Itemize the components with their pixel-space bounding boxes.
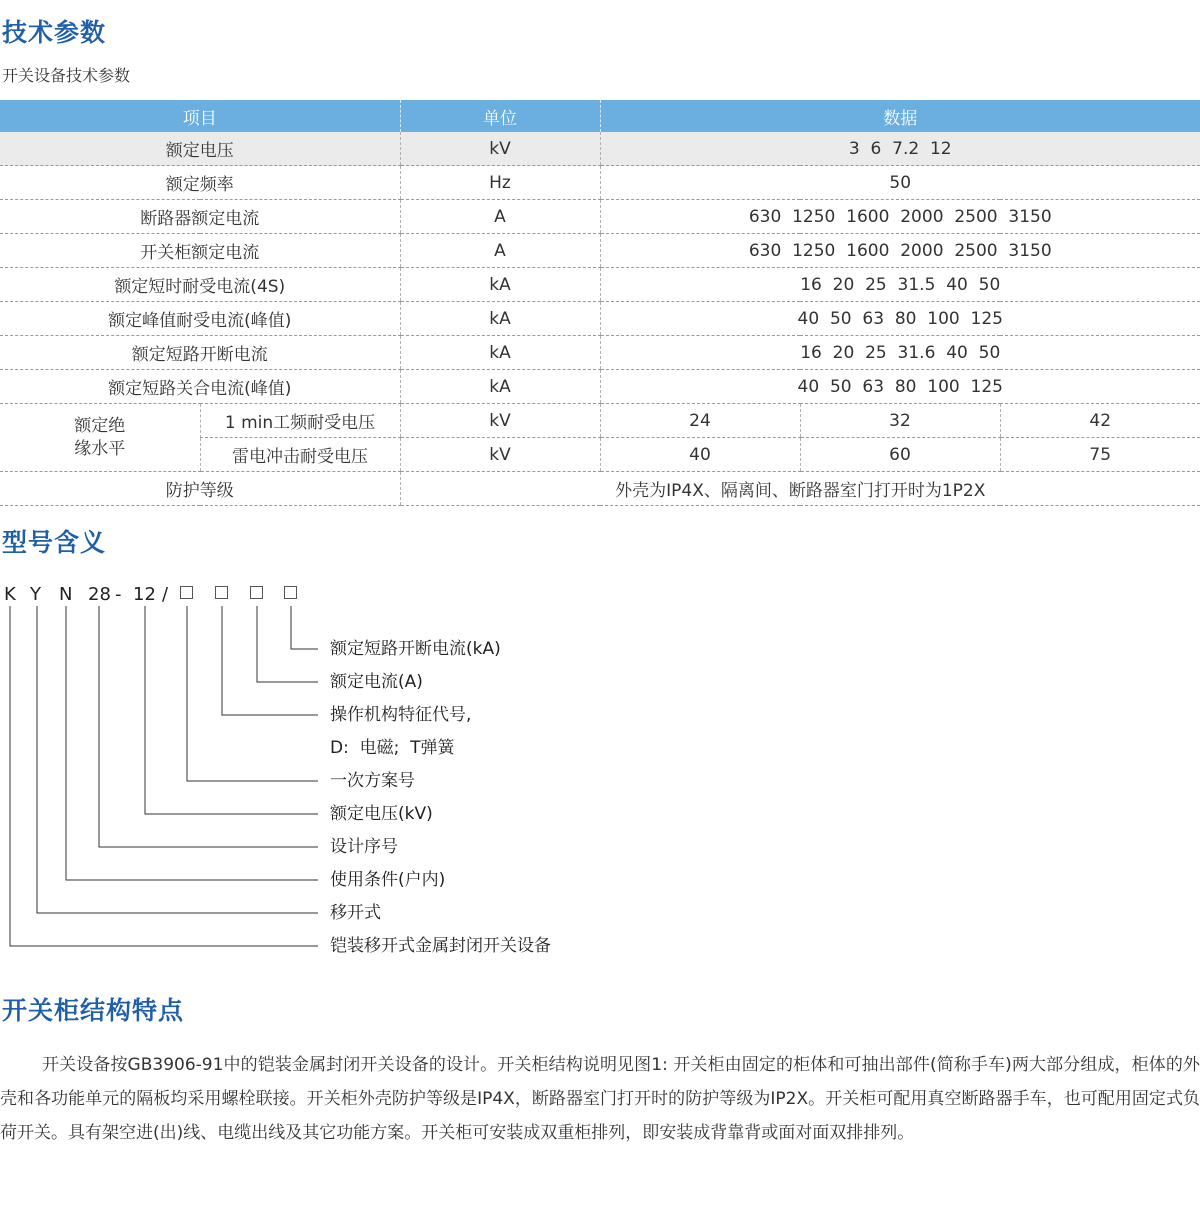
row-item: 额定频率 bbox=[0, 166, 400, 200]
model-char-n: N bbox=[59, 584, 73, 605]
model-char-dash: - bbox=[115, 584, 122, 605]
row-value: 40 bbox=[600, 438, 800, 472]
heading-structure: 开关柜结构特点 bbox=[2, 996, 185, 1025]
table-row bbox=[0, 268, 1200, 302]
header-unit: 单位 bbox=[400, 100, 600, 132]
spec-table bbox=[0, 100, 1200, 506]
heading-tech-params: 技术参数 bbox=[2, 18, 107, 47]
row-data: 40 50 63 80 100 125 bbox=[600, 302, 1200, 336]
row-item: 额定短时耐受电流(4S) bbox=[0, 268, 400, 302]
row-item: 断路器额定电流 bbox=[0, 200, 400, 234]
table-row bbox=[0, 336, 1200, 370]
model-line-mechanism bbox=[222, 606, 318, 715]
model-label-scheme: 一次方案号 bbox=[330, 771, 415, 791]
subtitle: 开关设备技术参数 bbox=[2, 66, 131, 85]
table-header-row bbox=[0, 100, 1200, 132]
row-unit: kA bbox=[400, 268, 600, 302]
model-line-scheme bbox=[187, 606, 318, 781]
model-label-breaking: 额定短路开断电流(kA) bbox=[330, 639, 501, 659]
model-line-y bbox=[37, 606, 318, 913]
table-row bbox=[0, 132, 1200, 166]
row-data: 外壳为IP4X、隔离间、断路器室门打开时为1P2X bbox=[400, 472, 1200, 506]
row-item: 额定电压 bbox=[0, 132, 400, 166]
row-item: 雷电冲击耐受电压 bbox=[200, 438, 400, 472]
row-item: 额定短路关合电流(峰值) bbox=[0, 370, 400, 404]
row-unit: kV bbox=[400, 132, 600, 166]
header-item: 项目 bbox=[0, 100, 400, 132]
table-row-protection bbox=[0, 472, 1200, 506]
insulation-group-line1: 额定绝 bbox=[74, 415, 126, 436]
row-unit: A bbox=[400, 200, 600, 234]
model-char-28: 28 bbox=[88, 584, 111, 605]
table-row bbox=[0, 166, 1200, 200]
row-data: 16 20 25 31.6 40 50 bbox=[600, 336, 1200, 370]
model-label-current: 额定电流(A) bbox=[330, 672, 423, 692]
row-value: 75 bbox=[1000, 438, 1200, 472]
insulation-group-line2: 缘水平 bbox=[74, 438, 126, 459]
model-label-withdrawable: 移开式 bbox=[330, 903, 381, 923]
model-label-mechanism: 操作机构特征代号, bbox=[330, 705, 472, 725]
model-box-breaking bbox=[284, 586, 297, 599]
model-label-voltage: 额定电压(kV) bbox=[330, 804, 433, 824]
row-data: 40 50 63 80 100 125 bbox=[600, 370, 1200, 404]
row-item: 额定短路开断电流 bbox=[0, 336, 400, 370]
row-data: 16 20 25 31.5 40 50 bbox=[600, 268, 1200, 302]
row-value: 32 bbox=[800, 404, 1000, 438]
model-box-scheme bbox=[180, 586, 193, 599]
row-data: 3 6 7.2 12 bbox=[600, 132, 1200, 166]
table-row bbox=[0, 302, 1200, 336]
row-unit: A bbox=[400, 234, 600, 268]
row-value: 42 bbox=[1000, 404, 1200, 438]
row-unit: kV bbox=[400, 438, 600, 472]
row-item: 额定峰值耐受电流(峰值) bbox=[0, 302, 400, 336]
row-data: 630 1250 1600 2000 2500 3150 bbox=[600, 234, 1200, 268]
model-line-breaking bbox=[291, 606, 318, 649]
model-line-n bbox=[66, 606, 318, 880]
row-item: 1 min工频耐受电压 bbox=[200, 404, 400, 438]
model-char-12: 12 bbox=[133, 584, 156, 605]
model-diagram bbox=[0, 578, 620, 958]
row-unit: Hz bbox=[400, 166, 600, 200]
row-unit: kA bbox=[400, 370, 600, 404]
model-char-y: Y bbox=[30, 584, 41, 605]
model-line-voltage bbox=[145, 606, 318, 814]
model-lines bbox=[0, 578, 620, 958]
model-label-mechanism-codes: D: 电磁; T弹簧 bbox=[330, 738, 455, 758]
model-label-armored: 铠装移开式金属封闭开关设备 bbox=[330, 936, 551, 956]
table-row-insulation bbox=[0, 404, 1200, 438]
heading-model-meaning: 型号含义 bbox=[2, 528, 107, 557]
model-char-k: K bbox=[4, 584, 16, 605]
row-item: 开关柜额定电流 bbox=[0, 234, 400, 268]
model-box-mechanism bbox=[215, 586, 228, 599]
row-unit: kV bbox=[400, 404, 600, 438]
row-value: 60 bbox=[800, 438, 1000, 472]
insulation-group-label bbox=[0, 404, 200, 472]
model-line-k bbox=[10, 606, 318, 946]
row-unit: kA bbox=[400, 302, 600, 336]
row-item: 防护等级 bbox=[0, 472, 400, 506]
table-row bbox=[0, 370, 1200, 404]
header-data: 数据 bbox=[600, 100, 1200, 132]
model-box-current bbox=[250, 586, 263, 599]
table-row bbox=[0, 234, 1200, 268]
model-char-slash: / bbox=[162, 584, 169, 605]
structure-paragraph: 开关设备按GB3906-91中的铠装金属封闭开关设备的设计。开关柜结构说明见图1: 开关柜由固定的柜体和可抽出部件(简称手车)两大部分组成，柜体的外壳和各功能单元的隔板均采用螺栓联接。开关柜外壳防护等级是IP4X，断路器室门打开时的防护等级为IP2X。开关柜可配用真空断路器手车，也可配用固定式负荷开关。具有架空进(出)线、电缆出线及其它功能方案。开关柜可安装成双重柜排列，即安装成背靠背或面对面双排排列。 bbox=[0, 1055, 1200, 1143]
model-label-condition: 使用条件(户内) bbox=[330, 870, 446, 890]
model-line-design bbox=[99, 606, 318, 847]
table-row bbox=[0, 200, 1200, 234]
row-unit: kA bbox=[400, 336, 600, 370]
row-data: 50 bbox=[600, 166, 1200, 200]
model-label-design: 设计序号 bbox=[330, 837, 398, 857]
row-value: 24 bbox=[600, 404, 800, 438]
model-line-current bbox=[257, 606, 318, 682]
row-data: 630 1250 1600 2000 2500 3150 bbox=[600, 200, 1200, 234]
